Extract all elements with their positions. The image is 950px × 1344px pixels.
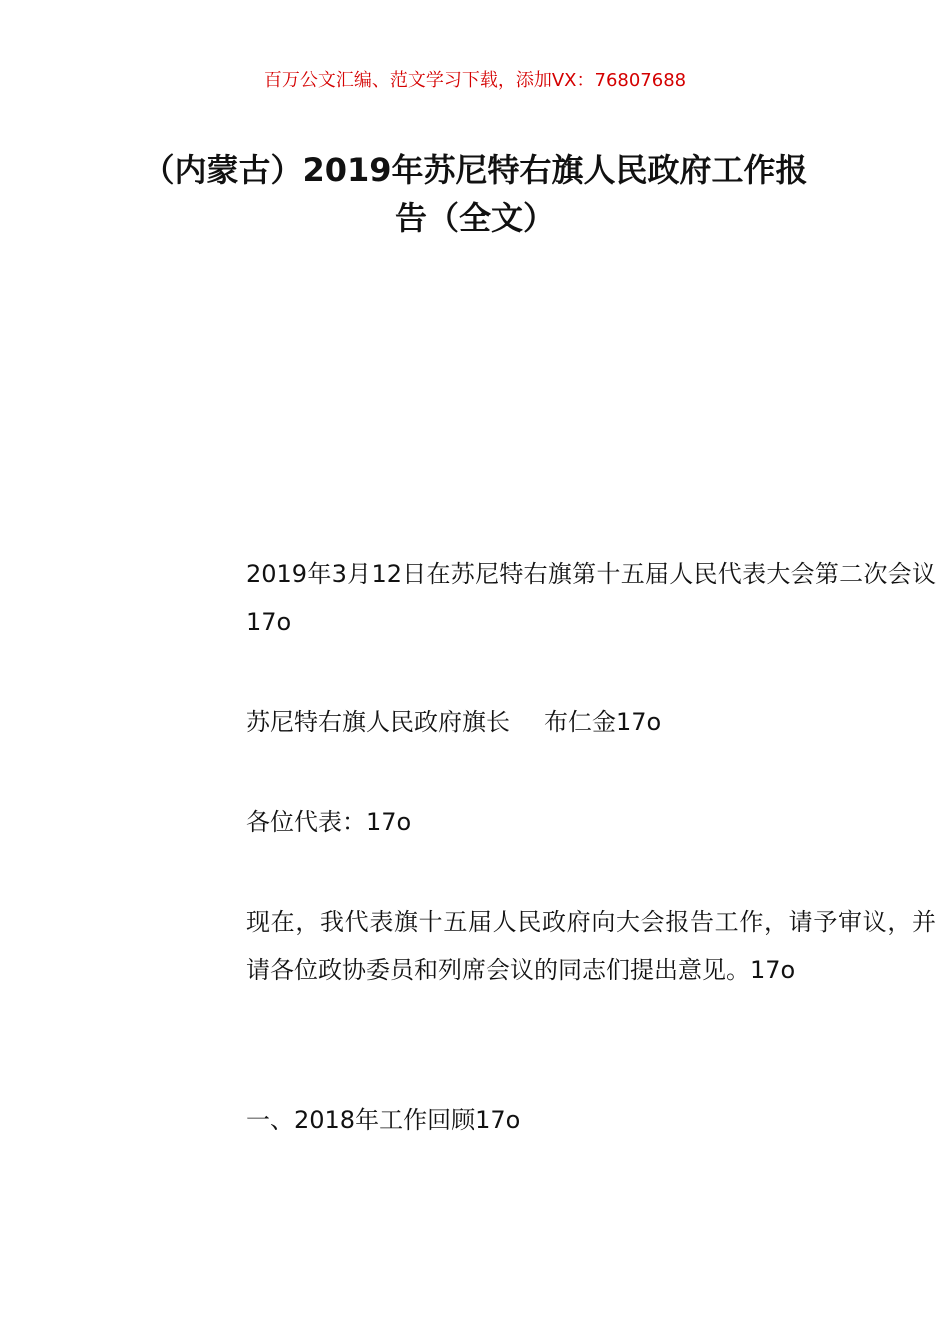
- document-title: （内蒙古）2019年苏尼特右旗人民政府工作报告（全文）: [142, 151, 808, 237]
- speaker-title: 苏尼特右旗人民政府旗长: [246, 708, 510, 736]
- salutation: 各位代表：17o: [246, 808, 412, 836]
- speaker-line: [143, 698, 936, 746]
- speaker-name: 布仁金17o: [544, 708, 662, 736]
- meeting-info-paragraph: 2019年3月12日在苏尼特右旗第十五届人民代表大会第二次会议17o: [246, 560, 936, 636]
- section-heading: 一、2018年工作回顾17o: [246, 1106, 521, 1134]
- promo-banner: 百万公文汇编、范文学习下载，添加VX：76807688: [263, 70, 687, 91]
- opening-paragraph: 现在，我代表旗十五届人民政府向大会报告工作，请予审议，并请各位政协委员和列席会议的同志们提出意见。17o: [246, 908, 936, 984]
